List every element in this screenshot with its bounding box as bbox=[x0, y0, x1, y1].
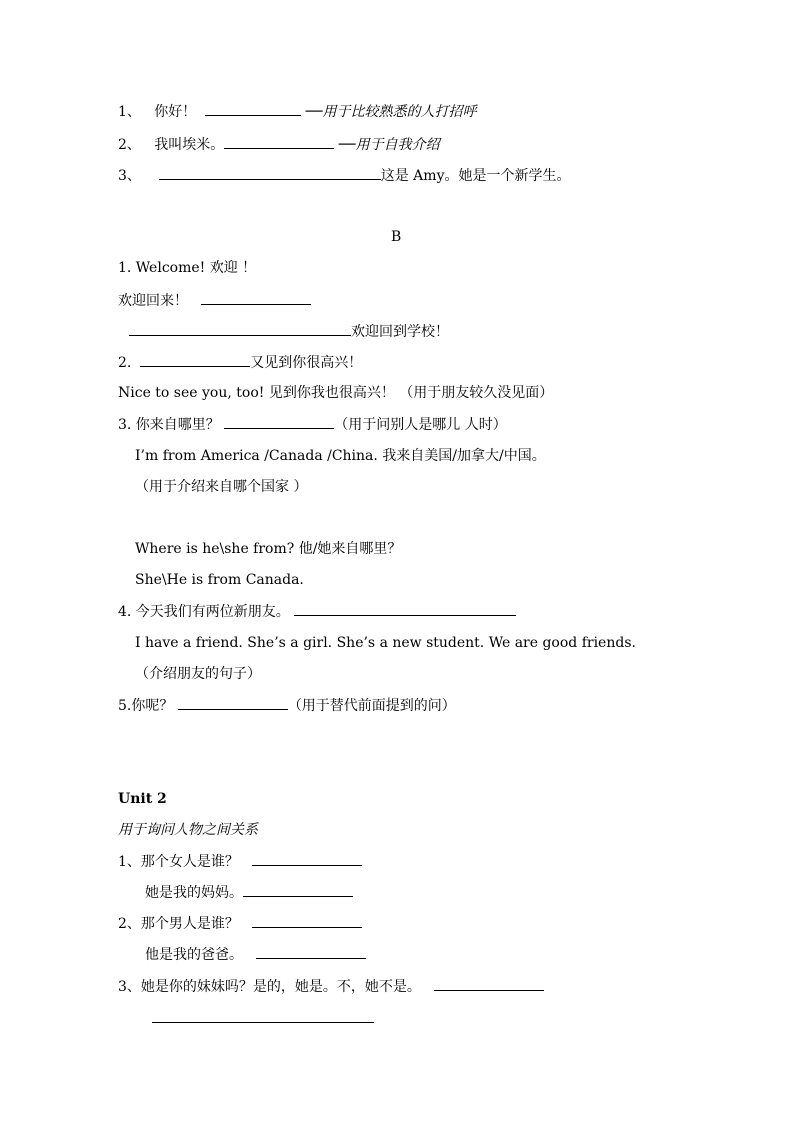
u2-q2-text: 2、那个男人是谁？ bbox=[118, 916, 239, 932]
answer-blank[interactable] bbox=[252, 851, 362, 866]
b-q1-line: 1. Welcome! 欢迎 ！ bbox=[118, 260, 257, 276]
answer-blank[interactable] bbox=[129, 321, 351, 336]
unit-2-title: Unit 2 bbox=[118, 791, 167, 807]
b-q1-sub2-text: 欢迎回到学校！ bbox=[351, 324, 449, 340]
u2-q3-answer-line bbox=[152, 1008, 374, 1029]
a-item-2-text: 我叫埃米。 bbox=[154, 137, 225, 153]
answer-blank[interactable] bbox=[224, 134, 334, 149]
a-item-2 bbox=[118, 134, 440, 155]
a-item-1 bbox=[118, 101, 477, 122]
b-q4-text: 4. 今天我们有两位新朋友。 bbox=[118, 604, 290, 620]
b-q5 bbox=[118, 695, 456, 716]
answer-blank[interactable] bbox=[201, 290, 311, 305]
b-q3-example-2: Where is he\she from? 他/她来自哪里？ bbox=[135, 541, 402, 557]
a-item-3-text: 这是 Amy。她是一个新学生。 bbox=[380, 168, 571, 184]
b-q2-number: 2. bbox=[118, 355, 132, 371]
answer-blank[interactable] bbox=[205, 101, 301, 116]
answer-blank[interactable] bbox=[159, 165, 381, 180]
b-q1-sub2 bbox=[129, 321, 449, 342]
b-q2 bbox=[118, 352, 362, 373]
b-q3-note: （用于问别人是哪儿 人时） bbox=[334, 417, 507, 433]
b-q2-reply: Nice to see you, too! 见到你我也很高兴！ （用于朋友较久没见面） bbox=[118, 385, 554, 401]
answer-blank[interactable] bbox=[252, 913, 362, 928]
a-item-3 bbox=[118, 165, 570, 186]
a-item-1-text: 你好！ bbox=[154, 104, 197, 120]
answer-blank[interactable] bbox=[434, 976, 544, 991]
b-q1-sub1-text: 欢迎回来！ bbox=[118, 293, 188, 309]
answer-blank[interactable] bbox=[178, 695, 288, 710]
b-q3-example-1-note: （用于介绍来自哪个国家 ） bbox=[135, 479, 308, 495]
a-item-3-number: 3、 bbox=[118, 168, 141, 184]
u2-q2-answer-text: 他是我的爸爸。 bbox=[145, 947, 243, 963]
u2-q1-answer bbox=[145, 882, 353, 903]
answer-blank[interactable] bbox=[152, 1008, 374, 1023]
answer-blank[interactable] bbox=[224, 414, 334, 429]
b-q3-text: 3. 你来自哪里？ bbox=[118, 417, 220, 433]
u2-q2-answer bbox=[145, 944, 366, 965]
answer-blank[interactable] bbox=[140, 352, 250, 367]
u2-q2 bbox=[118, 913, 362, 934]
b-q4-example: I have a friend. She’s a girl. She’s a new student. We are good friends. bbox=[135, 635, 636, 651]
answer-blank[interactable] bbox=[243, 882, 353, 897]
b-q3-example-3: She\He is from Canada. bbox=[135, 572, 304, 588]
u2-q1-text: 1、那个女人是谁？ bbox=[118, 854, 239, 870]
u2-q1-answer-text: 她是我的妈妈。 bbox=[145, 885, 243, 901]
answer-blank[interactable] bbox=[294, 601, 516, 616]
b-q2-text: 又见到你很高兴！ bbox=[250, 355, 363, 371]
b-q5-text: 5.你呢？ bbox=[118, 698, 174, 714]
u2-q3 bbox=[118, 976, 544, 997]
b-q4 bbox=[118, 601, 516, 622]
answer-blank[interactable] bbox=[256, 944, 366, 959]
a-item-1-number: 1、 bbox=[118, 104, 141, 120]
a-item-2-number: 2、 bbox=[118, 137, 141, 153]
b-q3-example-1: I’m from America /Canada /China. 我来自美国/加拿大/中国。 bbox=[135, 448, 546, 464]
u2-q1 bbox=[118, 851, 362, 872]
unit-2-subtitle: 用于询问人物之间关系 bbox=[118, 822, 258, 838]
b-q4-note: （介绍朋友的句子） bbox=[135, 666, 261, 682]
a-item-2-note: ──用于自我介绍 bbox=[338, 137, 440, 153]
b-q5-note: （用于替代前面提到的问） bbox=[287, 698, 456, 714]
b-q1-sub1 bbox=[118, 290, 311, 311]
a-item-1-note: ──用于比较熟悉的人打招呼 bbox=[305, 104, 477, 120]
section-b-title: B bbox=[391, 229, 402, 245]
b-q3 bbox=[118, 414, 507, 435]
u2-q3-text: 3、她是你的妹妹吗？是的，她是。不，她不是。 bbox=[118, 979, 421, 995]
